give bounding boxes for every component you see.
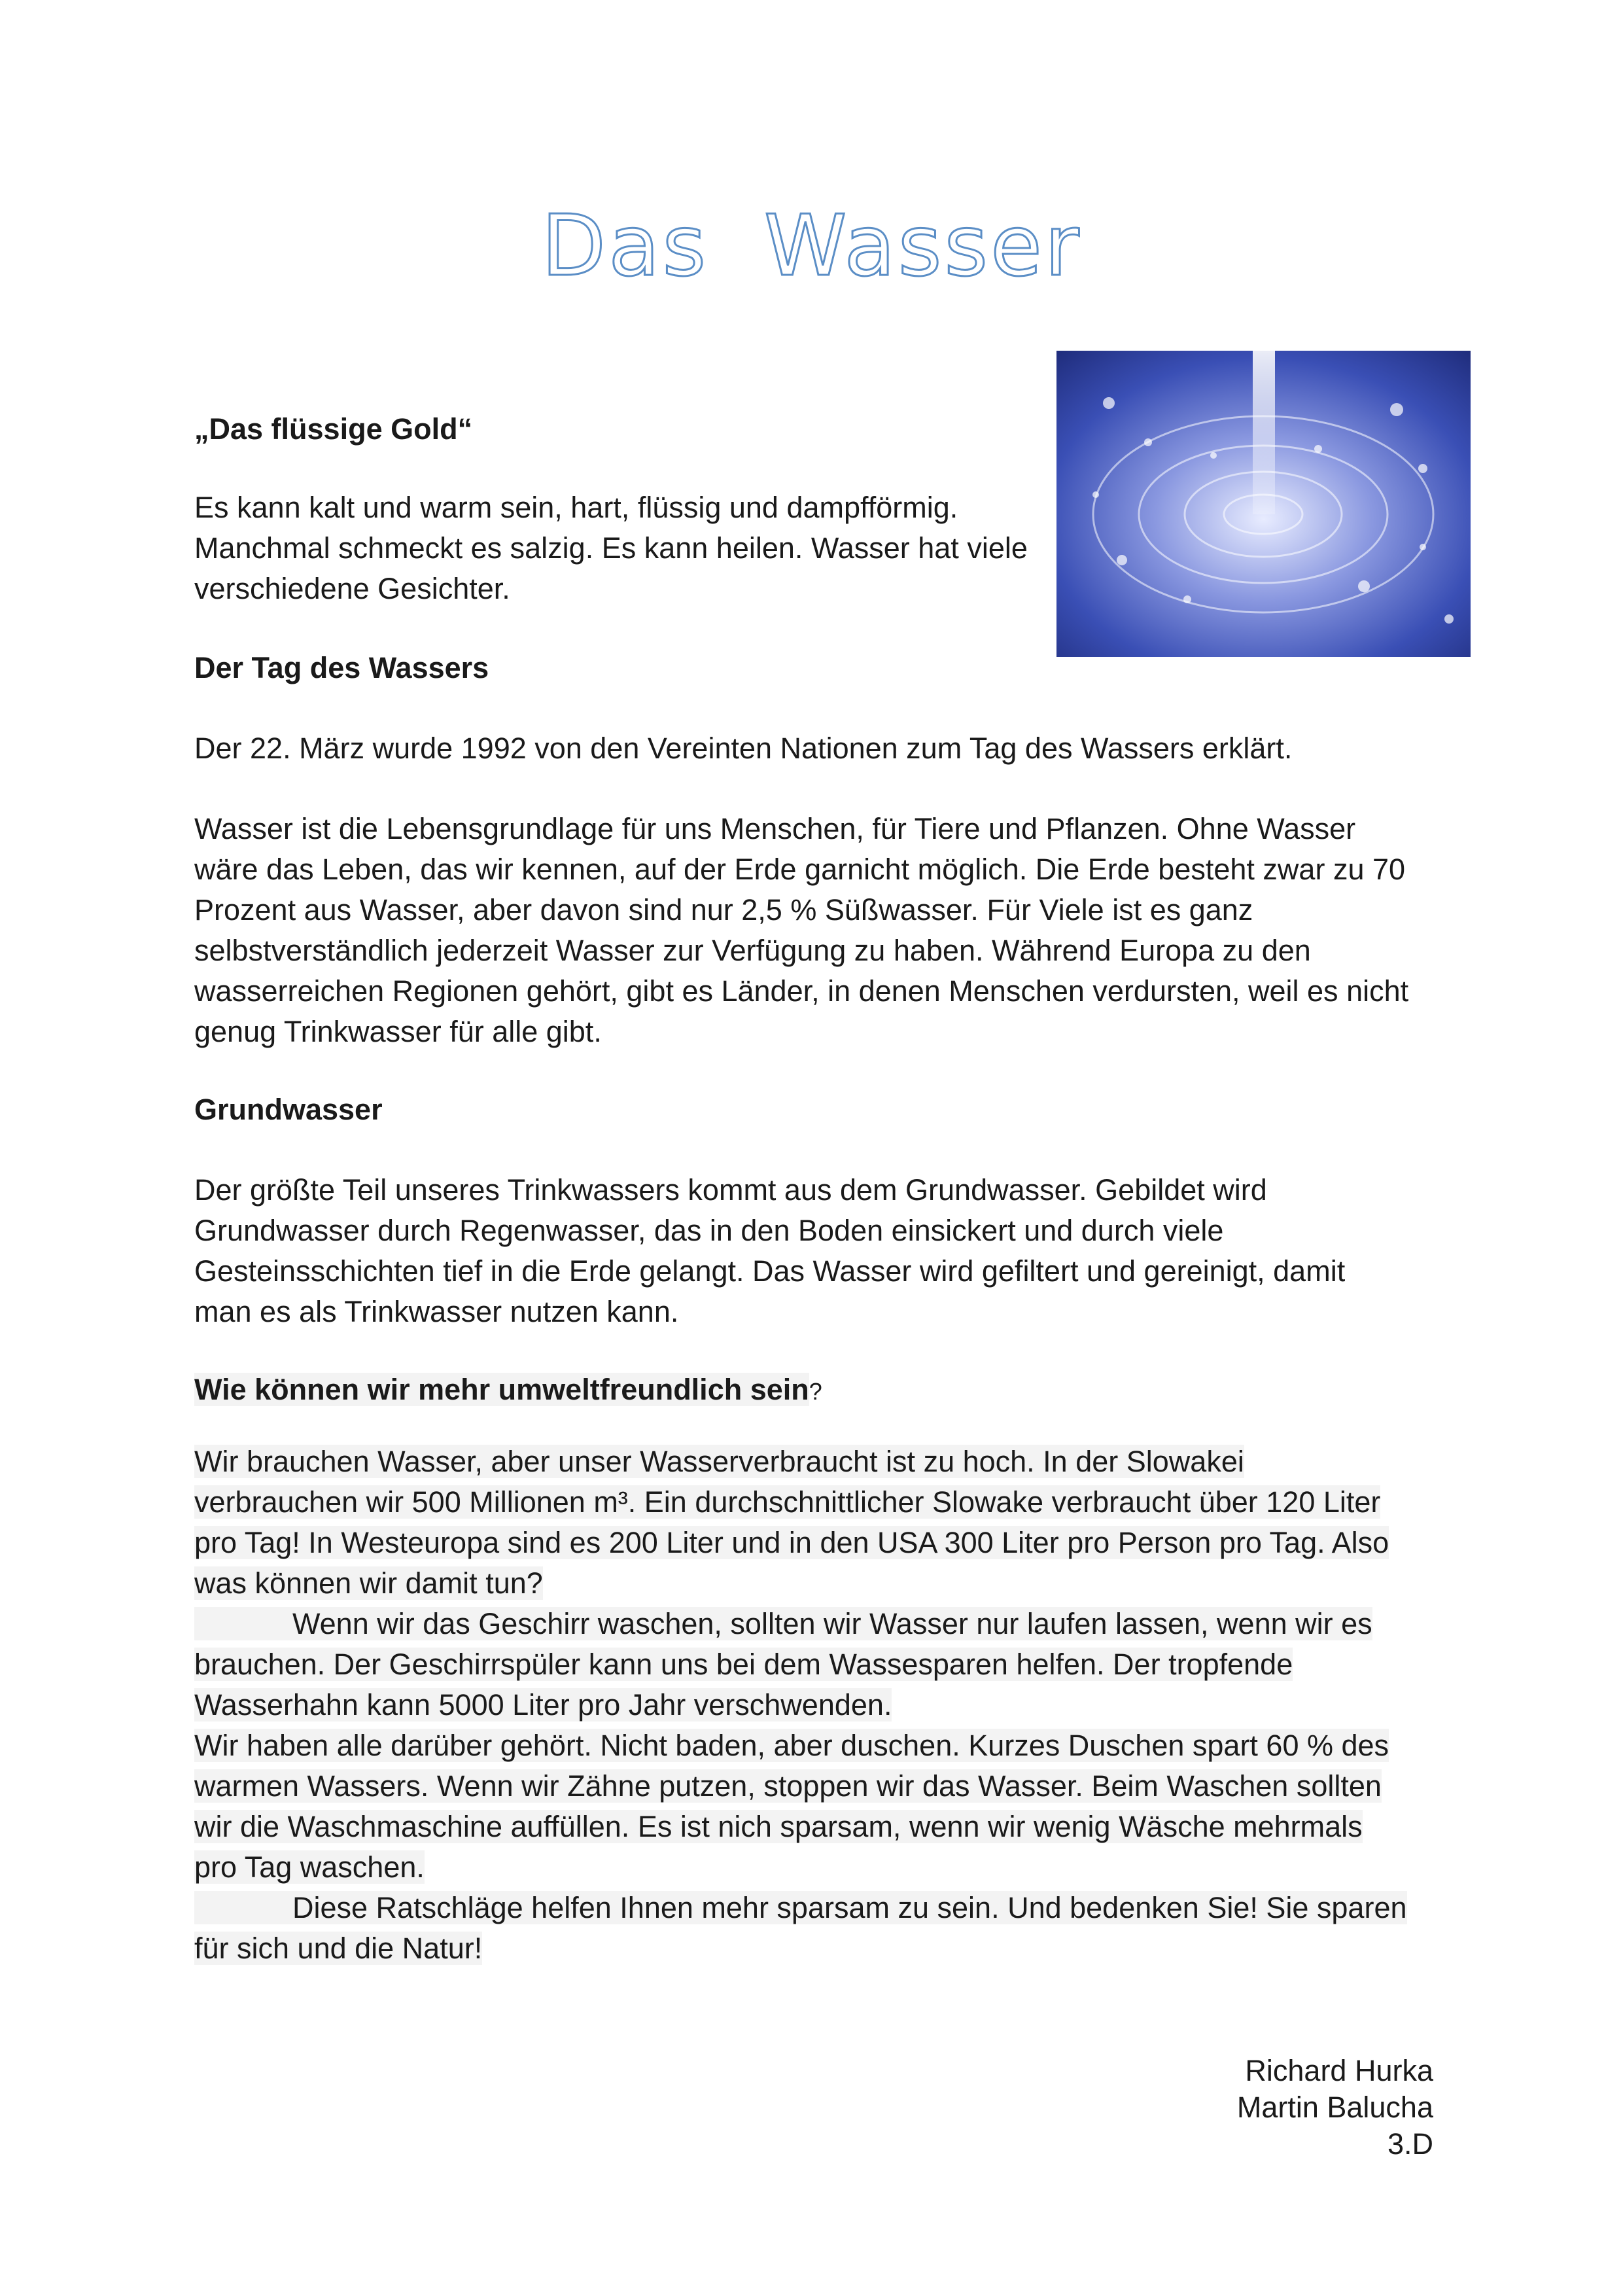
eco-paragraphs [194,1441,1407,1969]
text-line: verbrauchen wir 500 Millionen m³. Ein durchschnittlicher Slowake verbraucht über 120 Liter [194,1485,1381,1519]
heading-grundwasser: Grundwasser [194,1093,383,1126]
eco-para-3 [194,1725,1407,1888]
text-line: Diese Ratschläge helfen Ihnen mehr sparsam zu sein. Und bedenken Sie! Sie sparen [292,1891,1407,1924]
class-label: 3.D [1387,2127,1433,2161]
text-line: Manchmal schmeckt es salzig. Es kann heilen. Wasser hat viele [194,531,1028,565]
text-line: selbstverständlich jederzeit Wasser zur Verfügung zu haben. Während Europa zu den [194,934,1311,967]
heading-tag-des-wassers: Der Tag des Wassers [194,651,489,684]
text-line: verschiedene Gesichter. [194,572,510,605]
heading-fluessiges-gold: „Das flüssige Gold“ [194,412,473,446]
text-line: wasserreichen Regionen gehört, gibt es Länder, in denen Menschen verdursten, weil es nicht [194,974,1409,1008]
text-line: wäre das Leben, das wir kennen, auf der Erde garnicht möglich. Die Erde besteht zwar zu 70 [194,853,1406,886]
page-title: Das Wasser [541,198,1082,295]
heading-question-mark: ? [809,1378,822,1405]
text-line: Wir brauchen Wasser, aber unser Wasserverbraucht ist zu hoch. In der Slowakei [194,1445,1244,1478]
water-splash-image [1056,351,1471,657]
text-line: Gesteinsschichten tief in die Erde gelangt. Das Wasser wird gefiltert und gereinigt, damit [194,1254,1346,1288]
text-line: warmen Wassers. Wenn wir Zähne putzen, stoppen wir das Wasser. Beim Waschen sollten [194,1769,1382,1803]
text-line: für sich und die Natur! [194,1932,483,1965]
author-signature [1237,2053,1433,2163]
text-line: Grundwasser durch Regenwasser, das in den Boden einsickert und durch viele [194,1214,1224,1247]
text-line: Prozent aus Wasser, aber davon sind nur 2,5 % Süßwasser. Für Viele ist es ganz [194,893,1253,927]
text-line: Wir haben alle darüber gehört. Nicht baden, aber duschen. Kurzes Duschen spart 60 % des [194,1729,1389,1762]
text-line: pro Tag waschen. [194,1850,425,1884]
text-line: Wasserhahn kann 5000 Liter pro Jahr verschwenden. [194,1688,892,1722]
text-line: Wenn wir das Geschirr waschen, sollten wir Wasser nur laufen lassen, wenn wir es [292,1607,1372,1640]
ground-paragraph [194,1170,1345,1332]
water-splash-icon [1056,351,1471,657]
life-paragraph [194,809,1408,1052]
text-line: Es kann kalt und warm sein, hart, flüssig und dampfförmig. [194,491,958,524]
text-line: genug Trinkwasser für alle gibt. [194,1015,602,1048]
author-name: Richard Hurka [1245,2054,1433,2087]
text-line: brauchen. Der Geschirrspüler kann uns bei dem Wassesparen helfen. Der tropfende [194,1648,1293,1681]
text-line: man es als Trinkwasser nutzen kann. [194,1295,679,1328]
text-line: was können wir damit tun? [194,1566,543,1600]
text-line: pro Tag! In Westeuropa sind es 200 Liter und in den USA 300 Liter pro Person pro Tag. Also [194,1526,1389,1559]
heading-umweltfreundlich [194,1369,822,1412]
eco-para-1 [194,1441,1407,1604]
eco-para-2 [194,1604,1407,1725]
text-line: Der größte Teil unseres Trinkwassers kommt aus dem Grundwasser. Gebildet wird [194,1173,1267,1207]
author-name: Martin Balucha [1236,2091,1433,2124]
text-line: Wasser ist die Lebensgrundlage für uns Menschen, für Tiere und Pflanzen. Ohne Wasser [194,812,1356,845]
tag-paragraph: Der 22. März wurde 1992 von den Vereinten Nationen zum Tag des Wassers erklärt. [194,732,1293,765]
intro-paragraph [194,487,1028,609]
heading-text: Wie können wir mehr umweltfreundlich sein [194,1373,809,1406]
text-line: wir die Waschmaschine auffüllen. Es ist nich sparsam, wenn wir wenig Wäsche mehrmals [194,1810,1363,1843]
eco-para-4 [194,1888,1407,1969]
